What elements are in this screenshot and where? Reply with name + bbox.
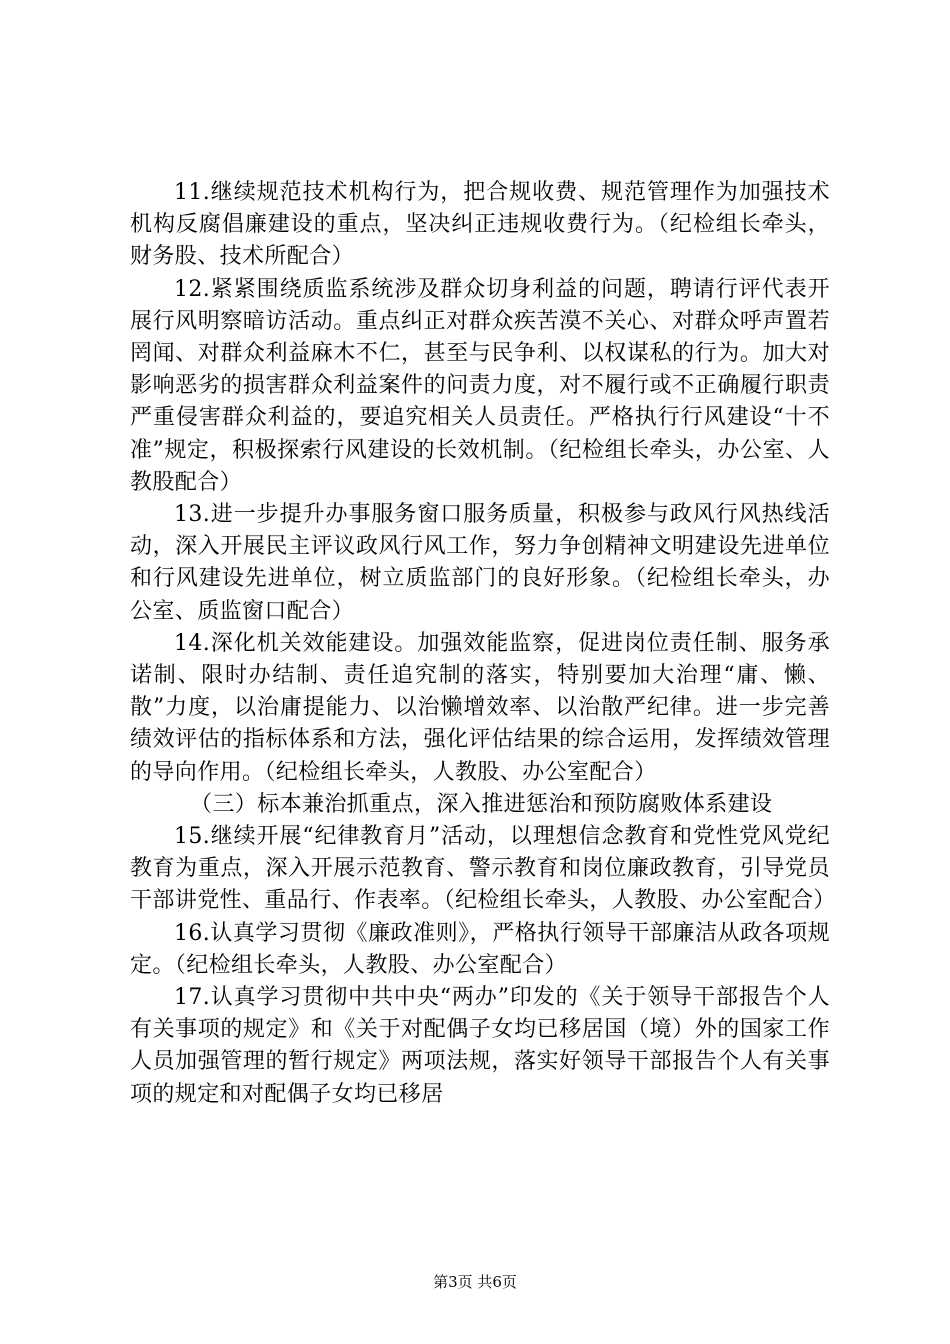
document-body <box>130 177 836 1111</box>
page-number-footer: 第3页 共6页 <box>433 1273 517 1291</box>
paragraph-17: 17.认真学习贯彻中共中央“两办”印发的《关于领导干部报告个人有关事项的规定》和《关于对配偶子女均已移居国（境）外的国家工作人员加强管理的暂行规定》两项法规，落实好领导干部报告个人有关事项的规定和对配偶子女均已移居 <box>130 985 830 1107</box>
paragraph-15: 15.继续开展“纪律教育月”活动，以理想信念教育和党性党风党纪教育为重点，深入开展示范教育、警示教育和岗位廉政教育，引导党员干部讲党性、重品行、作表率。（纪检组长牵头，人教股、办公室配合） <box>130 824 836 914</box>
paragraph-11: 11.继续规范技术机构行为，把合规收费、规范管理作为加强技术机构反腐倡廉建设的重点，坚决纠正违规收费行为。（纪检组长牵头，财务股、技术所配合） <box>130 180 830 270</box>
paragraph-13: 13.进一步提升办事服务窗口服务质量，积极参与政风行风热线活动，深入开展民主评议政风行风工作，努力争创精神文明建设先进单位和行风建设先进单位，树立质监部门的良好形象。（纪检组长牵头，办公室、质监窗口配合） <box>130 502 830 624</box>
paragraph-14: 14.深化机关效能建设。加强效能监察，促进岗位责任制、服务承诺制、限时办结制、责任追究制的落实，特别要加大治理“庸、懒、散”力度，以治庸提能力、以治懒增效率、以治散严纪律。进一步完善绩效评估的指标体系和方法，强化评估结果的综合运用，发挥绩效管理的导向作用。（纪检组长牵头，人教股、办公室配合） <box>130 630 830 785</box>
paragraph-12: 12.紧紧围绕质监系统涉及群众切身利益的问题，聘请行评代表开展行风明察暗访活动。重点纠正对群众疾苦漠不关心、对群众呼声置若罔闻、对群众利益麻木不仁，甚至与民争利、以权谋私的行为。加大对影响恶劣的损害群众利益案件的问责力度，对不履行或不正确履行职责严重侵害群众利益的，要追究相关人员责任。严格执行行风建设“十不准”规定，积极探索行风建设的长效机制。（纪检组长牵头，办公室、人教股配合） <box>130 276 830 495</box>
paragraph-16: 16.认真学习贯彻《廉政准则》，严格执行领导干部廉洁从政各项规定。（纪检组长牵头，人教股、办公室配合） <box>130 920 830 978</box>
section-heading-3: （三）标本兼治抓重点，深入推进惩治和预防腐败体系建设 <box>190 791 773 817</box>
